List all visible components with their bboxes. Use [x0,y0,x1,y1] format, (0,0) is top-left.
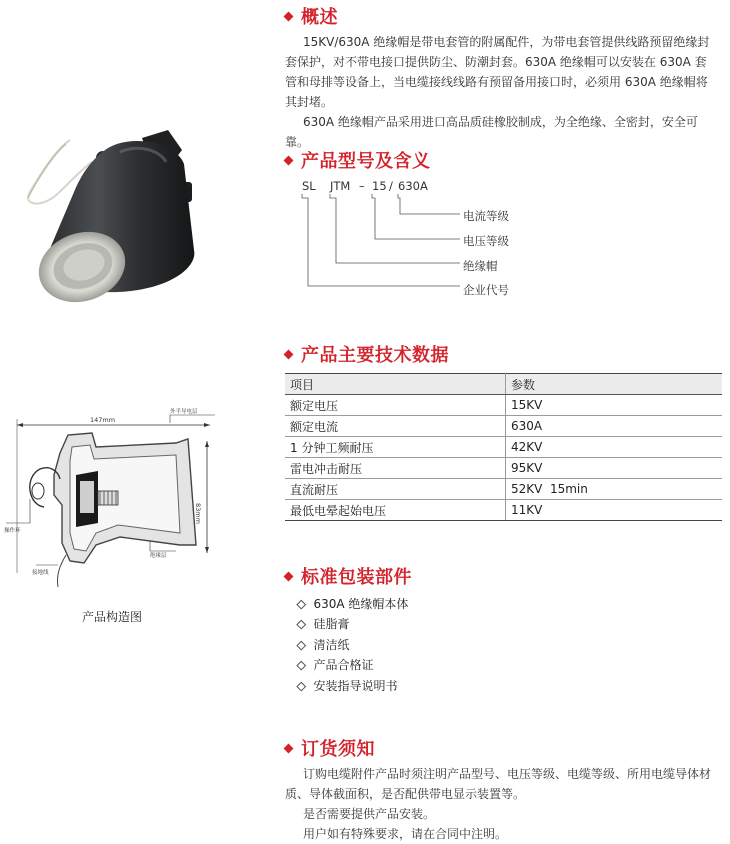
table-row [285,458,722,479]
list-item: 清洁纸 [296,635,408,655]
package-list [296,594,408,696]
table-cell: 52KV 15min [506,479,723,500]
hollow-diamond-icon [297,681,306,690]
section-order-title: 订货须知 [285,736,375,760]
table-cell: 最低电晕起始电压 [285,500,506,521]
table-cell: 630A [506,416,723,437]
table-cell: 11KV [506,500,723,521]
hollow-diamond-icon [297,620,306,629]
table-cell: 42KV [506,437,723,458]
table-header-cell: 参数 [506,374,723,395]
table-row [285,416,722,437]
height-dimension-label: 83mm [194,503,202,524]
order-text: 订购电缆附件产品时须注明产品型号、电压等级、电缆等级、所用电缆导体材质、导体截面积，是否配供带电显示装置等。 是否需要提供产品安装。 用户如有特殊要求，请在合同中注明。 [285,767,712,841]
diamond-bullet-icon [284,571,294,581]
diamond-bullet-icon [284,11,294,21]
drawing-caption: 产品构造图 [82,610,143,624]
list-item: 硅脂膏 [296,614,408,634]
list-item: 630A 绝缘帽本体 [296,594,408,614]
table-row [285,395,722,416]
table-header-cell: 项目 [285,374,506,395]
width-dimension-label: 147mm [90,416,116,424]
label-ground-wire: 接地线 [32,570,49,576]
section-model-title: 产品型号及含义 [285,148,431,172]
table-row [285,437,722,458]
table-cell: 95KV [506,458,723,479]
table-row [285,479,722,500]
hollow-diamond-icon [297,640,306,649]
hollow-diamond-icon [297,661,306,670]
table-cell: 雷电冲击耐压 [285,458,506,479]
table-cell: 1 分钟工频耐压 [285,437,506,458]
label-insulation-layer: 绝缘层 [150,553,167,559]
table-cell: 15KV [506,395,723,416]
table-cell: 直流耐压 [285,479,506,500]
diamond-bullet-icon [284,743,294,753]
list-item: 产品合格证 [296,655,408,675]
table-cell: 额定电流 [285,416,506,437]
structure-drawing [0,405,240,595]
label-operating-ring: 操作环 [4,528,21,534]
hollow-diamond-icon [297,600,306,609]
list-item: 安装指导说明书 [296,676,408,696]
specs-table [285,373,722,521]
section-specs-title: 产品主要技术数据 [285,342,449,366]
overview-text: 15KV/630A 绝缘帽是带电套管的附属配件，为带电套管提供线路预留绝缘封套保护，对不带电接口提供防尘、防潮封套。630A 绝缘帽可以安装在 630A 套管和母排等设备上，当电缆接线线路有预留备用接口时，必须用 630A 绝缘帽将其封堵。 630A 绝缘帽产品采用进口高品质硅橡胶制成，为全绝缘、全密封，安全可靠。 [285,35,710,149]
table-header-row [285,374,722,395]
label-outer-layer: 外半导电层 [170,409,198,415]
table-row [285,500,722,521]
section-overview-title: 概述 [285,4,338,28]
table-cell: 额定电压 [285,395,506,416]
diamond-bullet-icon [284,155,294,165]
product-photo [0,100,230,330]
model-bracket-lines [300,192,480,292]
diamond-bullet-icon [284,349,294,359]
section-package-title: 标准包装部件 [285,564,412,588]
